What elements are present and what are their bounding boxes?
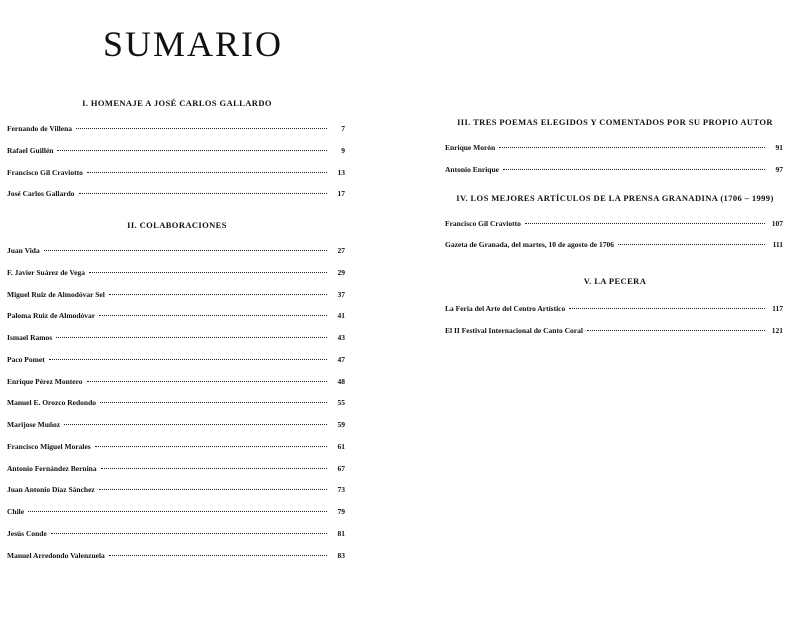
toc-entry-name: Francisco Miguel Morales (7, 441, 91, 451)
toc-entry (7, 305, 347, 327)
toc-entry-name: La Feria del Arte del Centro Artístico (445, 304, 566, 313)
toc-entry-page: 73 (337, 485, 345, 495)
toc-entry-page: 7 (341, 124, 345, 133)
toc-entry-page: 79 (337, 507, 345, 516)
toc-entry (7, 183, 347, 205)
left-column (7, 96, 347, 566)
dot-leader (109, 555, 327, 556)
toc-entry-page: 47 (337, 354, 345, 364)
toc-entry-page: 67 (337, 463, 345, 473)
dot-leader (100, 402, 327, 403)
toc-entry-page: 29 (337, 267, 345, 277)
dot-leader (101, 468, 327, 469)
toc-entry-page: 111 (772, 240, 783, 250)
toc-entry-name: José Carlos Gallardo (7, 189, 75, 199)
toc-entry-name: Ismael Ramos (7, 333, 53, 342)
section-list-homenaje (7, 118, 347, 205)
toc-entry (7, 501, 347, 523)
toc-entry-name: Rafael Guillén (7, 145, 54, 155)
section-heading-pecera: V. LA PECERA (583, 276, 647, 286)
toc-entry-page: 9 (341, 145, 345, 155)
toc-entry (7, 458, 347, 480)
toc-entry (7, 284, 347, 306)
dot-leader (64, 424, 327, 425)
dot-leader (79, 193, 328, 194)
toc-entry (7, 371, 347, 393)
toc-entry-name: Juan Antonio Díaz Sánchez (7, 485, 95, 495)
toc-entry-page: 37 (337, 289, 345, 299)
toc-entry-name: Fernando de Villena (7, 124, 73, 133)
toc-entry-page: 43 (337, 333, 345, 342)
section-heading-tres-poemas: III. TRES POEMAS ELEGIDOS Y COMENTADOS POR SU PROPIO AUTOR (457, 117, 773, 127)
toc-entry-page: 117 (772, 304, 783, 313)
toc-entry-name: Miguel Ruiz de Almodóvar Sel (7, 289, 105, 299)
toc-entry-name: Manuel E. Orozco Redondo (7, 398, 97, 408)
dot-leader (49, 359, 327, 360)
toc-entry-name: F. Javier Suárez de Vega (7, 267, 85, 277)
dot-leader (89, 272, 327, 273)
toc-entry (7, 392, 347, 414)
section-heading-colaboraciones: II. COLABORACIONES (127, 220, 227, 230)
dot-leader (44, 250, 327, 251)
section-heading-homenaje: I. HOMENAJE A JOSÉ CARLOS GALLARDO (82, 98, 272, 108)
dot-leader (56, 337, 327, 338)
page-title: SUMARIO (103, 24, 284, 64)
toc-entry-name: Enrique Morón (445, 143, 496, 152)
toc-entry (7, 479, 347, 501)
dot-leader (618, 244, 765, 245)
section-list-mejores-articulos (445, 213, 785, 257)
dot-leader (99, 489, 327, 490)
toc-entry-name: Chile (7, 507, 25, 516)
toc-entry-page: 27 (337, 246, 345, 255)
section-list-tres-poemas (445, 137, 785, 181)
dot-leader (109, 294, 327, 295)
toc-entry-page: 107 (771, 218, 783, 228)
toc-entry-page: 17 (337, 189, 345, 199)
toc-entry-page: 81 (337, 528, 345, 538)
toc-entry-page: 91 (775, 143, 783, 152)
dot-leader (51, 533, 327, 534)
toc-entry (7, 262, 347, 284)
toc-entry-page: 83 (337, 550, 345, 560)
toc-entry-page: 121 (771, 325, 783, 335)
toc-entry (7, 523, 347, 545)
toc-entry-name: Antonio Enrique (445, 164, 499, 174)
toc-entry-page: 41 (337, 311, 345, 321)
toc-entry-page: 59 (337, 420, 345, 429)
toc-entry (445, 213, 785, 235)
dot-leader (99, 315, 327, 316)
dot-leader (95, 446, 327, 447)
section-list-pecera (445, 298, 785, 342)
dot-leader (503, 169, 765, 170)
toc-entry-name: Francisco Gil Craviotto (7, 167, 83, 177)
dot-leader (87, 381, 327, 382)
toc-entry (7, 327, 347, 349)
toc-entry (445, 137, 785, 159)
toc-entry (445, 159, 785, 181)
dot-leader (587, 330, 765, 331)
dot-leader (28, 511, 327, 512)
right-column (445, 115, 785, 342)
dot-leader (525, 223, 765, 224)
toc-entry-name: Paloma Ruiz de Almodóvar (7, 311, 96, 321)
toc-entry (445, 234, 785, 256)
dot-leader (76, 128, 327, 129)
toc-entry (7, 240, 347, 262)
toc-entry (445, 320, 785, 342)
toc-entry (7, 349, 347, 371)
toc-entry-name: Marijose Muñoz (7, 420, 61, 429)
toc-entry-name: Enrique Pérez Montero (7, 376, 83, 386)
toc-entry-name: Jesús Conde (7, 528, 47, 538)
toc-entry (7, 545, 347, 567)
toc-entry-page: 55 (337, 398, 345, 408)
dot-leader (499, 147, 765, 148)
dot-leader (57, 150, 327, 151)
dot-leader (87, 172, 327, 173)
toc-entry-name: Juan Vida (7, 246, 40, 255)
toc-entry-page: 97 (775, 164, 783, 174)
toc-entry (7, 414, 347, 436)
toc-entry (445, 298, 785, 320)
dot-leader (569, 308, 765, 309)
toc-entry-page: 48 (337, 376, 345, 386)
toc-entry-name: Gazeta de Granada, del martes, 10 de agosto de 1706 (445, 240, 614, 250)
section-heading-mejores-articulos: IV. LOS MEJORES ARTÍCULOS DE LA PRENSA GRANADINA (1706 – 1999) (456, 192, 774, 203)
toc-entry-name: Manuel Arredondo Valenzuela (7, 550, 105, 560)
toc-entry-name: Paco Pomet (7, 354, 45, 364)
toc-entry-page: 13 (337, 167, 345, 177)
toc-entry-name: El II Festival Internacional de Canto Coral (445, 325, 583, 335)
section-list-colaboraciones (7, 240, 347, 566)
toc-entry-name: Francisco Gil Craviotto (445, 218, 521, 228)
toc-entry (7, 162, 347, 184)
toc-entry (7, 436, 347, 458)
toc-entry (7, 140, 347, 162)
toc-entry (7, 118, 347, 140)
toc-entry-name: Antonio Fernández Bernina (7, 463, 97, 473)
toc-entry-page: 61 (337, 441, 345, 451)
